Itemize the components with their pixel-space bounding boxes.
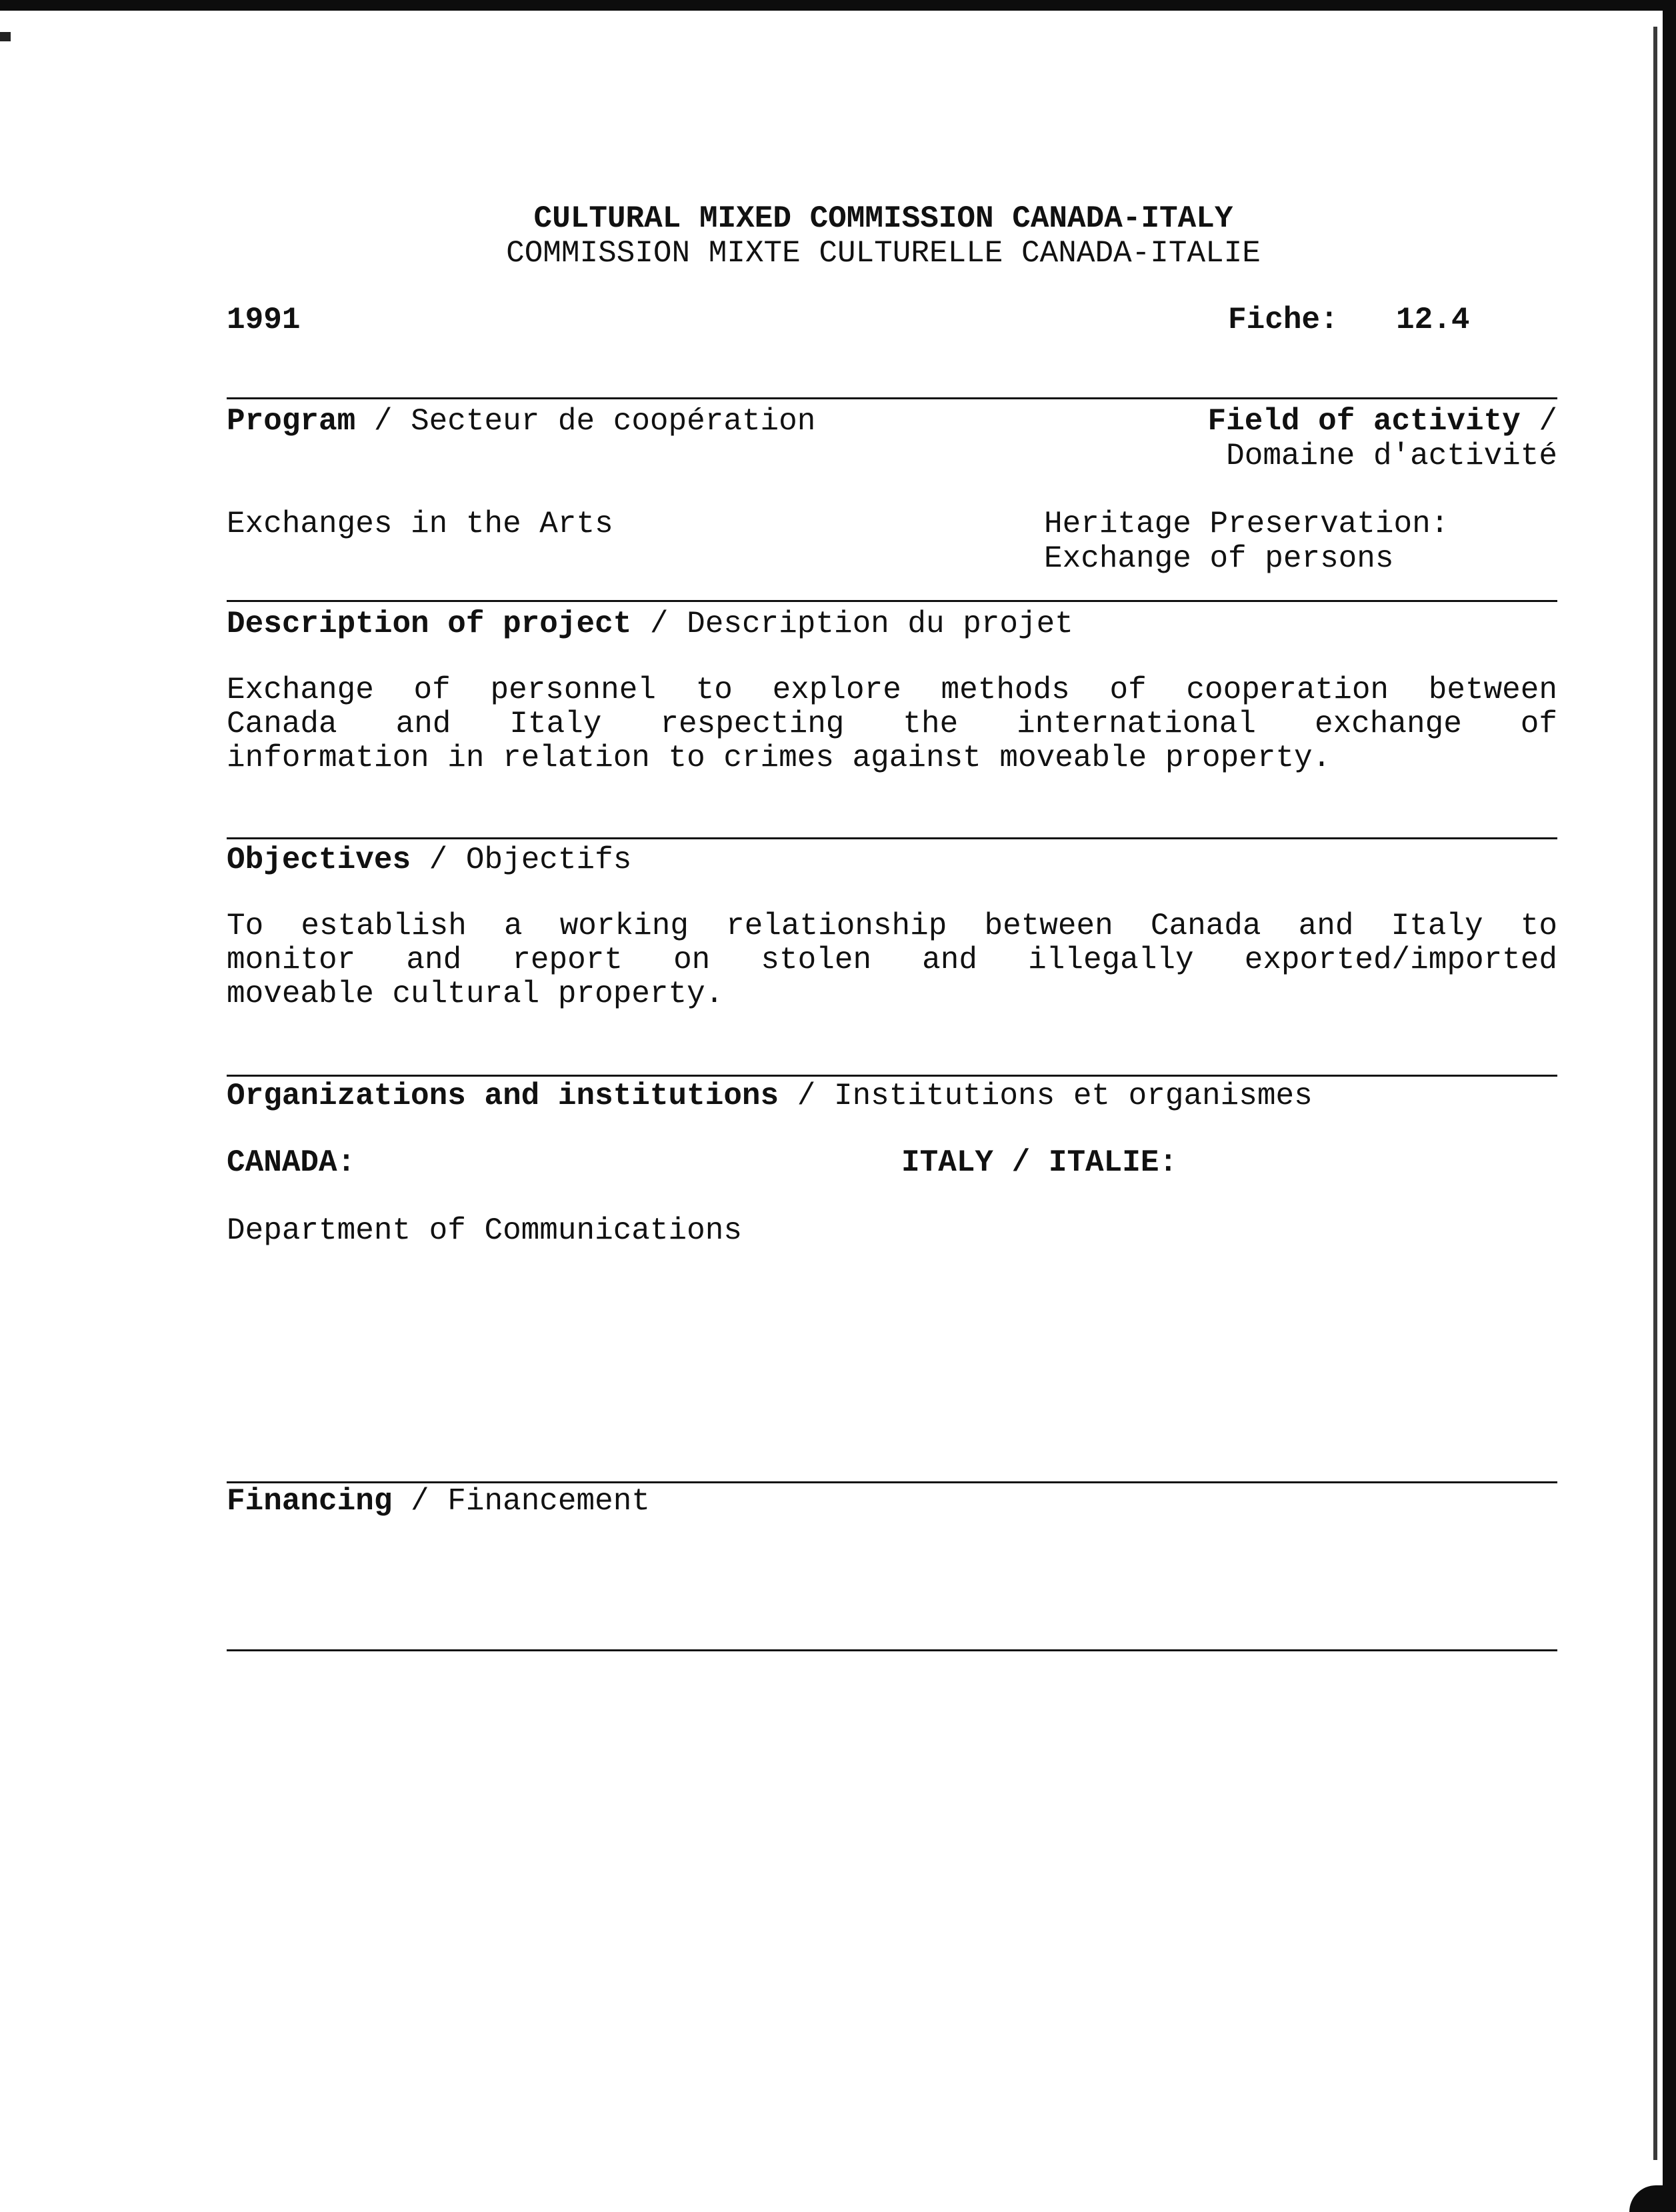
- field-value-line2: Exchange of persons: [1044, 541, 1394, 576]
- financing-label-fr: Financement: [447, 1484, 650, 1519]
- field-label-fr: Domaine d'activité: [1226, 439, 1557, 473]
- financing-label-en: Financing: [227, 1484, 393, 1519]
- program-label-fr: Secteur de coopération: [411, 404, 816, 439]
- description-line-1: Exchange of personnel to explore methods of cooperation between: [227, 673, 1557, 707]
- financing-separator: /: [392, 1484, 448, 1519]
- field-separator: /: [1520, 404, 1557, 439]
- divider-5: [227, 1481, 1557, 1483]
- organizations-label-fr: Institutions et organismes: [833, 1079, 1313, 1113]
- description-heading: [227, 607, 1073, 641]
- description-label-en: Description of project: [227, 607, 632, 641]
- objectives-heading: [227, 843, 631, 877]
- title-french: COMMISSION MIXTE CULTURELLE CANADA-ITALIE: [506, 236, 1261, 271]
- organizations-heading: [227, 1079, 1313, 1113]
- objectives-label-fr: Objectifs: [465, 843, 632, 877]
- program-separator: /: [355, 404, 411, 439]
- field-value-line1: Heritage Preservation:: [1044, 507, 1449, 541]
- year: 1991: [227, 303, 301, 337]
- objectives-line-3: moveable cultural property.: [227, 977, 724, 1011]
- italy-label: ITALY / ITALIE:: [901, 1145, 1178, 1180]
- objectives-line-2: monitor and report on stolen and illegally exported/imported: [227, 943, 1557, 977]
- divider-4: [227, 1075, 1557, 1077]
- objectives-label-en: Objectives: [227, 843, 411, 877]
- divider-6: [227, 1649, 1557, 1651]
- program-label-en: Program: [227, 404, 356, 439]
- financing-heading: [227, 1484, 650, 1519]
- organizations-label-en: Organizations and institutions: [227, 1079, 779, 1113]
- description-label-fr: Description du projet: [687, 607, 1073, 641]
- fiche-label: Fiche:: [1228, 303, 1339, 337]
- divider-3: [227, 837, 1557, 839]
- description-line-3: information in relation to crimes against moveable property.: [227, 741, 1331, 775]
- canada-label: CANADA:: [227, 1145, 356, 1180]
- field-heading: [1000, 404, 1557, 439]
- objectives-line-1: To establish a working relationship between Canada and Italy to: [227, 909, 1557, 943]
- description-separator: /: [631, 607, 687, 641]
- field-label-en: Field of activity: [1207, 404, 1521, 439]
- organizations-separator: /: [779, 1079, 834, 1113]
- objectives-separator: /: [411, 843, 466, 877]
- fiche-value: 12.4: [1396, 303, 1470, 337]
- title-english: CULTURAL MIXED COMMISSION CANADA-ITALY: [533, 201, 1233, 236]
- canada-organization: Department of Communications: [227, 1213, 742, 1248]
- program-value: Exchanges in the Arts: [227, 507, 613, 541]
- program-heading: [227, 404, 815, 439]
- description-line-2: Canada and Italy respecting the international exchange of: [227, 707, 1557, 741]
- divider-2: [227, 600, 1557, 602]
- divider-1: [227, 397, 1557, 399]
